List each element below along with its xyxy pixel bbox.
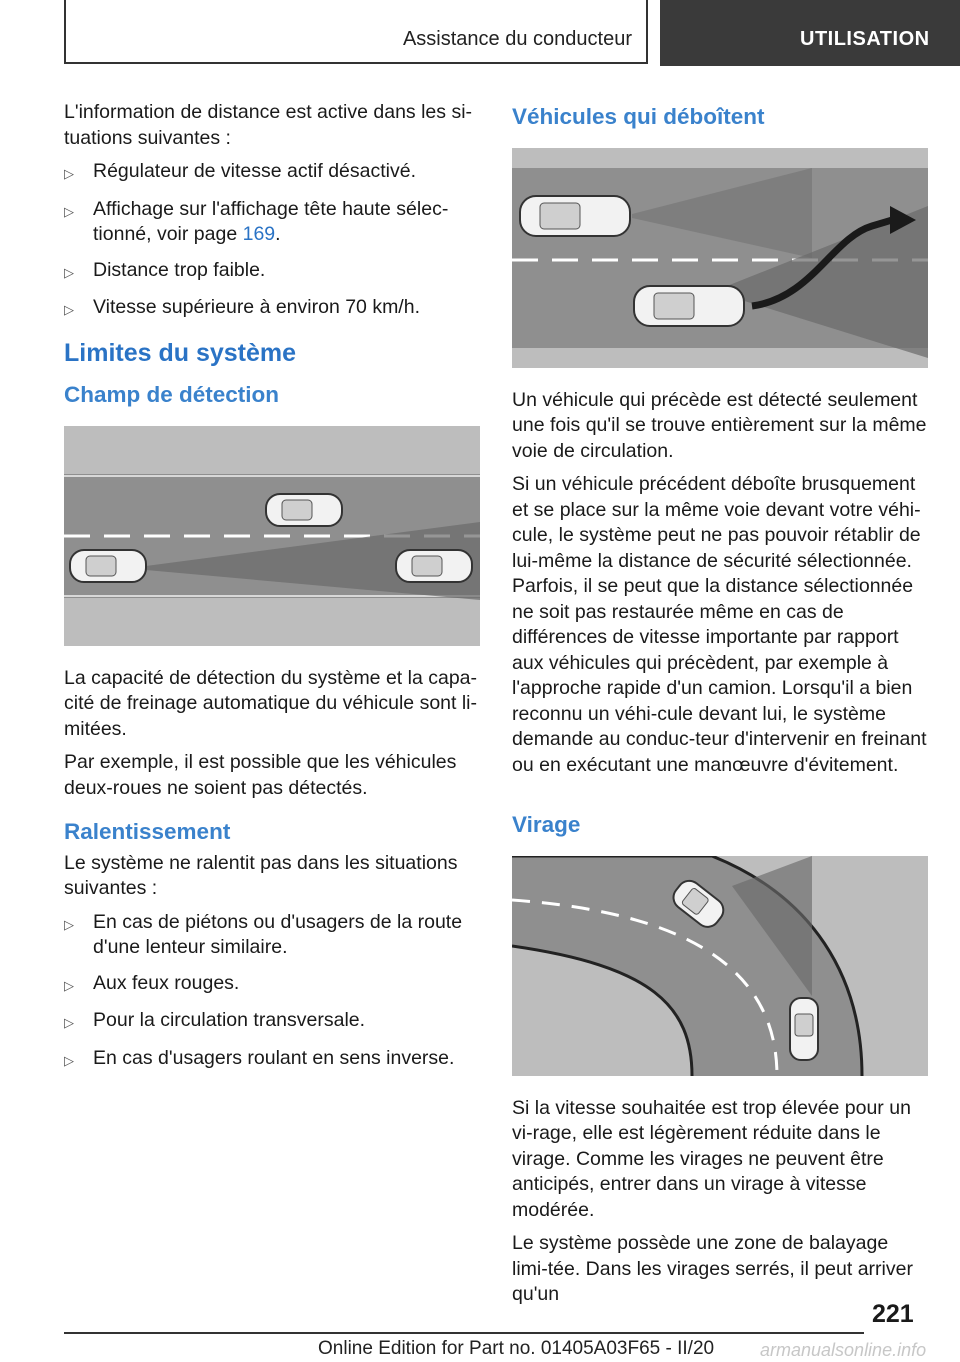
list-item: ▷ En cas de piétons ou d'usagers de la route d'une lenteur similaire. bbox=[64, 910, 480, 961]
header-section-title: Assistance du conducteur bbox=[402, 28, 632, 50]
slowdown-intro: Le système ne ralentit pas dans les situations suivantes : bbox=[64, 851, 458, 899]
triangle-right-icon: ▷ bbox=[64, 203, 74, 219]
page-number: 221 bbox=[872, 1300, 914, 1328]
curve-illustration bbox=[512, 856, 928, 1076]
car-icon bbox=[70, 550, 146, 582]
detection-paragraph-2: Par exemple, il est possible que les véhicules deux-roues ne soient pas détectés. bbox=[64, 751, 457, 799]
list-item: ▷ Distance trop faible. bbox=[64, 258, 480, 286]
detection-paragraph-1: La capacité de détection du système et la capa-cité de freinage automatique du véhicule sont li-mitées. bbox=[64, 666, 478, 740]
page-link[interactable]: 169 bbox=[242, 223, 276, 245]
header-section-box bbox=[64, 0, 648, 64]
watermark: armanualsonline.info bbox=[760, 1340, 927, 1360]
curve-paragraph-2: Le système possède une zone de balayage limi-tée. Dans les virages serrés, il peut arriver qu'un bbox=[512, 1232, 913, 1305]
list-item: ▷ En cas d'usagers roulant en sens inverse. bbox=[64, 1046, 480, 1074]
page-header bbox=[0, 0, 960, 66]
footer-divider bbox=[64, 1332, 864, 1334]
car-icon bbox=[396, 550, 472, 582]
heading-detection-range: Champ de détection bbox=[64, 382, 280, 407]
header-chapter-title: UTILISATION bbox=[800, 28, 930, 50]
list-item: ▷ Aux feux rouges. bbox=[64, 971, 480, 999]
triangle-right-icon: ▷ bbox=[64, 1052, 74, 1068]
detection-range-illustration bbox=[64, 426, 480, 646]
triangle-right-icon: ▷ bbox=[64, 916, 74, 932]
triangle-right-icon: ▷ bbox=[64, 264, 74, 280]
cut-out-illustration bbox=[512, 148, 928, 368]
triangle-right-icon: ▷ bbox=[64, 166, 74, 181]
cut-out-paragraph-1: Un véhicule qui précède est détecté seulement une fois qu'il se trouve entièrement sur la même voie de circulation. bbox=[512, 388, 927, 462]
footer-edition: Online Edition for Part no. 01405A03F65 - II/20 bbox=[318, 1338, 715, 1359]
curve-paragraph-1: Si la vitesse souhaitée est trop élevée pour un vi-rage, elle est légèrement réduite dans le virage. Comme les virages ne peuvent être anticipés, entrer dans un virage à vitesse modérée. bbox=[512, 1096, 911, 1221]
heading-slowdown: Ralentissement bbox=[64, 819, 231, 844]
heading-system-limits: Limites du système bbox=[64, 338, 297, 367]
list-item: ▷ Régulateur de vitesse actif désactivé. bbox=[64, 159, 480, 187]
car-icon bbox=[790, 998, 818, 1060]
list-item: ▷ Affichage sur l'affichage tête haute sélec-tionné, voir page 169. bbox=[64, 197, 480, 248]
triangle-right-icon: ▷ bbox=[64, 302, 74, 317]
heading-curve: Virage bbox=[512, 812, 581, 837]
car-icon bbox=[266, 494, 342, 526]
triangle-right-icon: ▷ bbox=[64, 977, 74, 993]
car-icon bbox=[520, 196, 630, 236]
heading-cut-out-vehicles: Véhicules qui déboîtent bbox=[512, 104, 765, 129]
list-item: ▷ Vitesse supérieure à environ 70 km/h. bbox=[64, 295, 480, 323]
intro-paragraph: L'information de distance est active dans les si-tuations suivantes : bbox=[64, 101, 473, 149]
left-column bbox=[64, 100, 480, 1083]
list-item: ▷ Pour la circulation transversale. bbox=[64, 1008, 480, 1036]
car-icon bbox=[634, 286, 744, 326]
right-column bbox=[512, 100, 928, 1316]
triangle-right-icon: ▷ bbox=[64, 1015, 74, 1030]
header-chapter-tab bbox=[660, 0, 960, 66]
cut-out-paragraph-2: Si un véhicule précédent déboîte brusquement et se place sur la même voie devant votre véhi-cule, le système peut ne pas pouvoir rétablir de lui-même la distance de sécurité sélectionnée. Parfois, il se peut que la distance sélectionnée ne soit pas restaurée même en cas de différences de vitesse importante par rapport aux véhicules qui précèdent, par exemple à l'approche rapide d'un camion. Lorsqu'il a bien reconnu un véhi-cule devant lui, le système demande au conduc-teur d'intervenir en freinant ou en exécutant une manœuvre d'évitement. bbox=[512, 473, 927, 776]
